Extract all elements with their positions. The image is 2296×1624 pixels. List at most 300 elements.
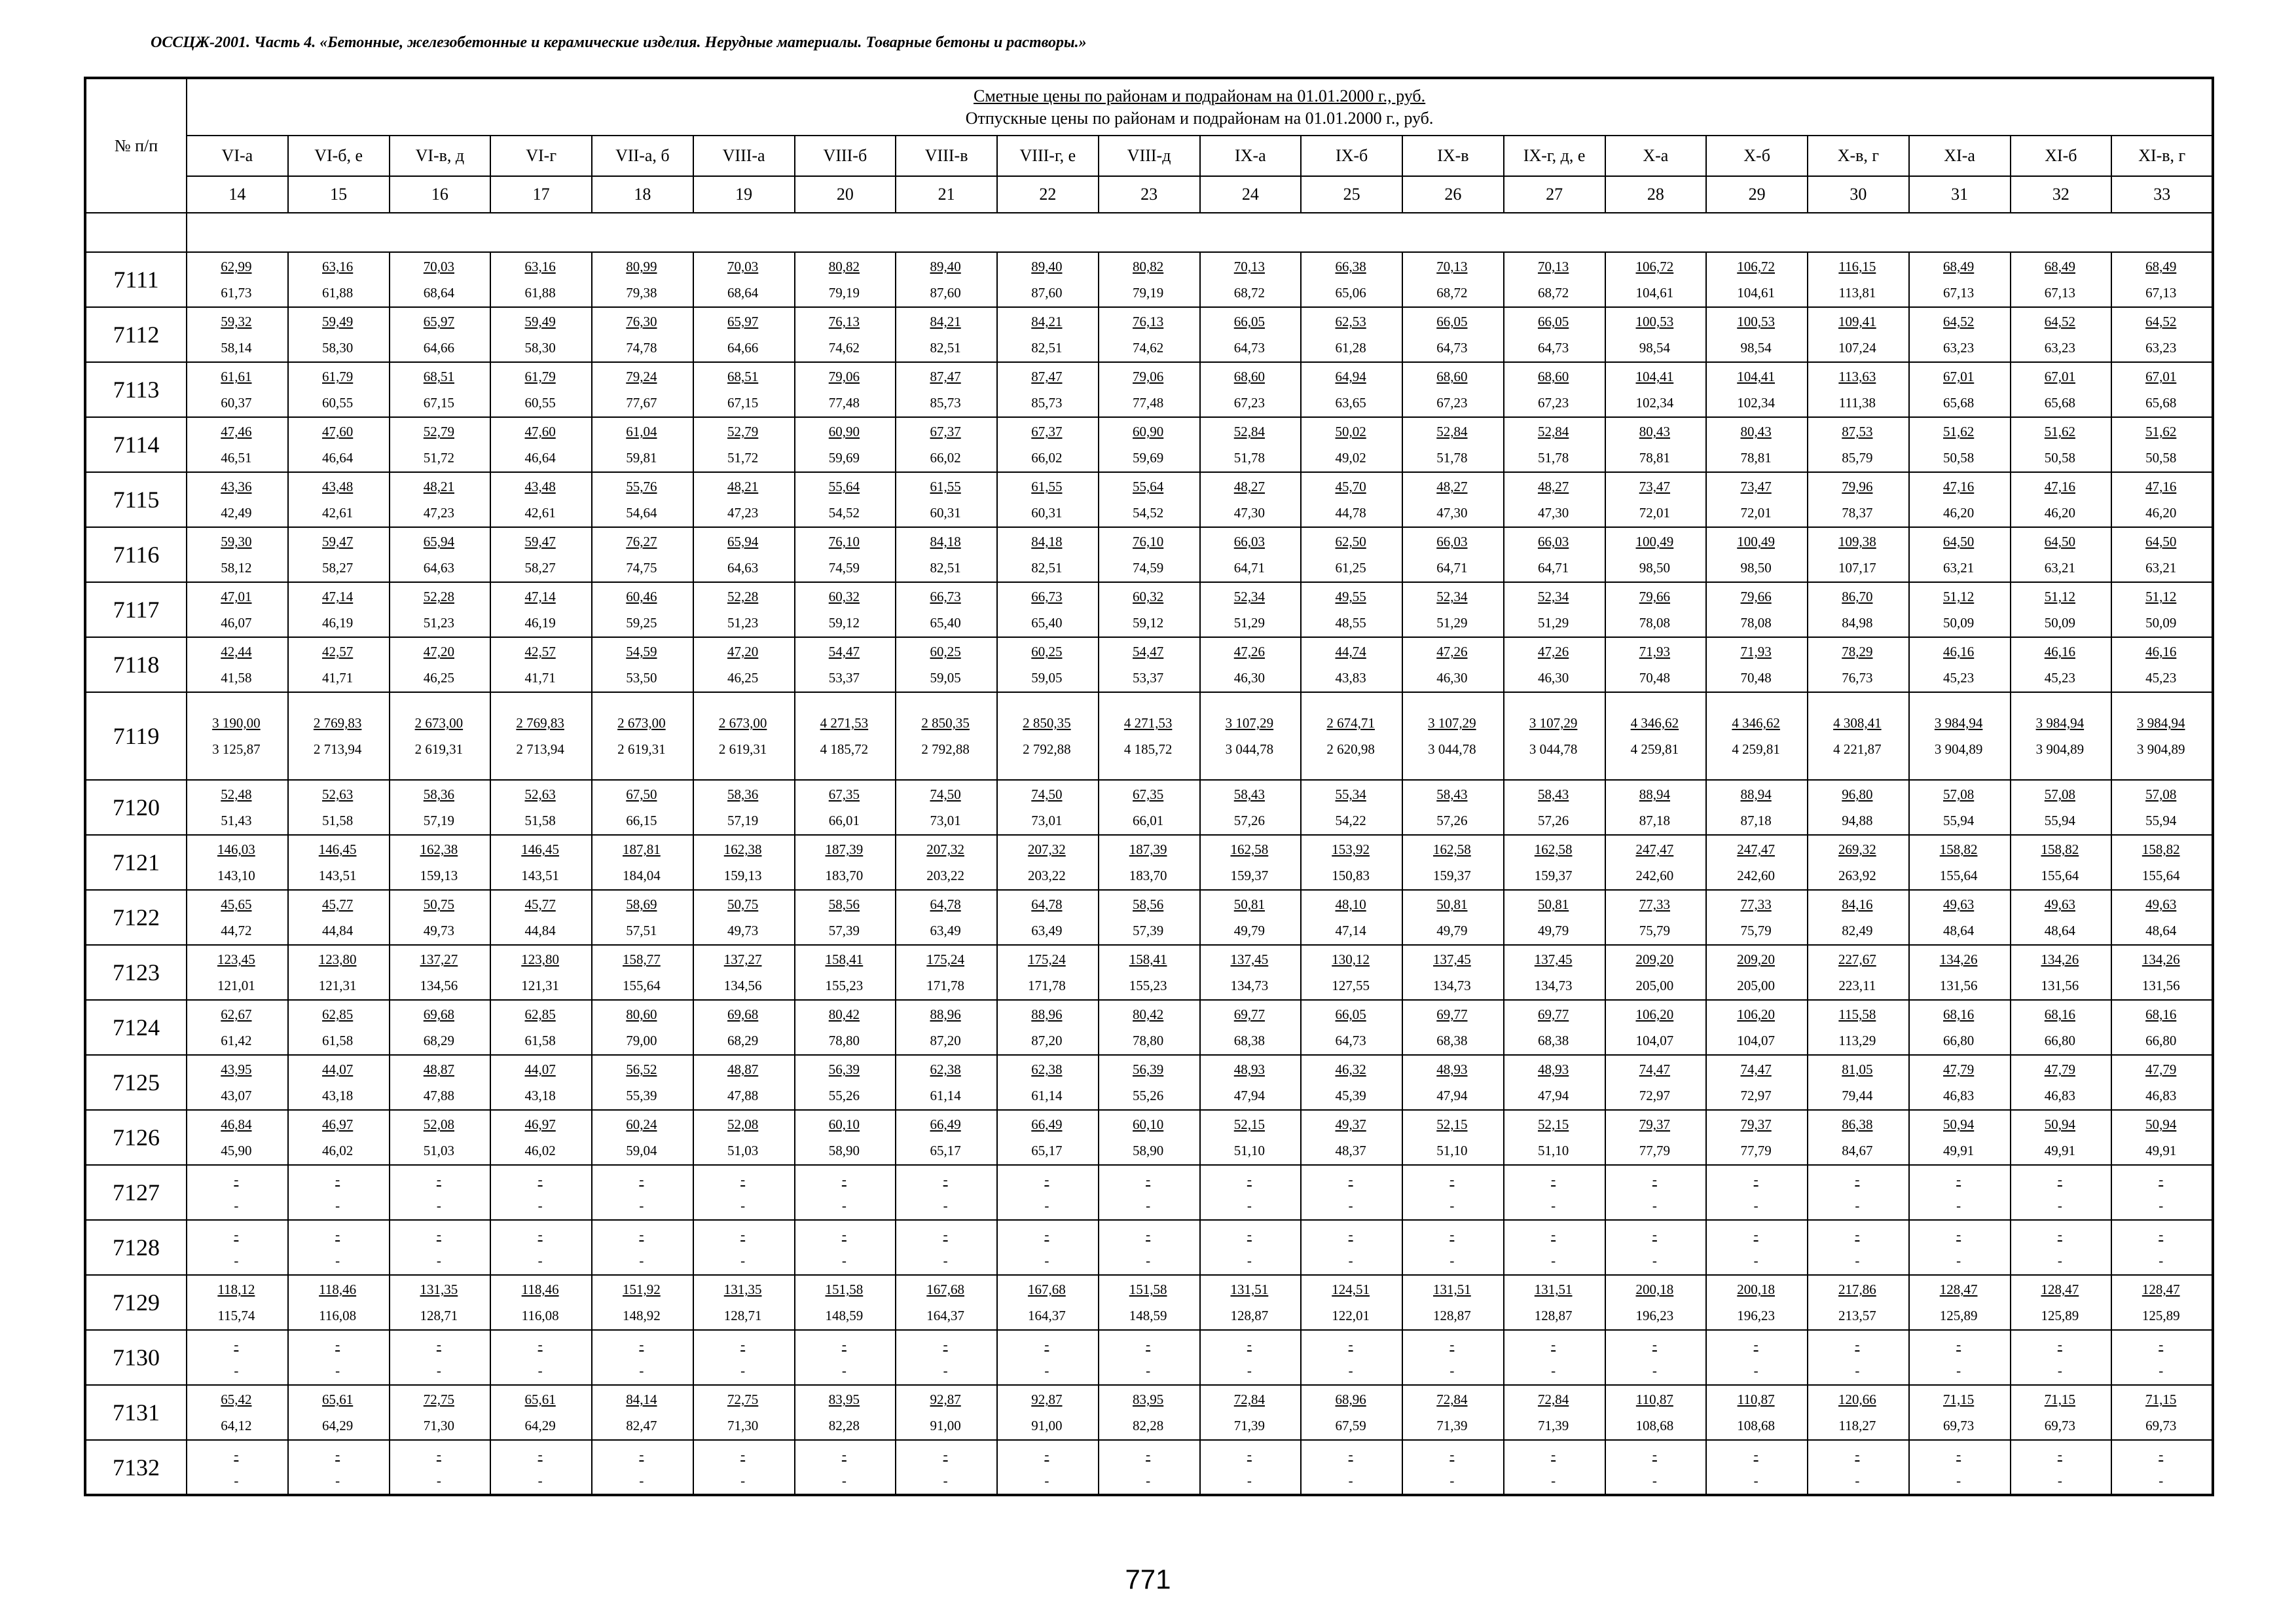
estimate-price: 104,41 [1737, 369, 1775, 384]
release-price: 183,70 [825, 868, 864, 883]
estimate-price: 50,81 [1436, 896, 1468, 912]
release-price: - [2057, 1363, 2062, 1378]
price-cell [490, 692, 592, 780]
estimate-price: 52,15 [1538, 1116, 1569, 1132]
estimate-price: 62,38 [1031, 1061, 1063, 1077]
release-price: 196,23 [1635, 1308, 1674, 1323]
estimate-price: 51,62 [2145, 424, 2177, 439]
estimate-price: - [943, 1446, 948, 1462]
release-price: - [1855, 1253, 1860, 1268]
price-cell [693, 472, 795, 527]
release-price: 68,64 [727, 285, 759, 301]
release-price: 57,39 [828, 923, 860, 938]
release-price: 82,47 [626, 1418, 657, 1433]
estimate-price: - [234, 1446, 239, 1462]
estimate-price: 2 673,00 [617, 715, 666, 731]
release-price: 51,23 [727, 615, 759, 631]
release-price: 58,12 [221, 560, 252, 576]
table-row [85, 417, 2213, 472]
price-cell [1301, 1055, 1402, 1110]
estimate-price: 49,63 [1943, 896, 1975, 912]
table-row [85, 1385, 2213, 1440]
estimate-price: 69,77 [1436, 1006, 1468, 1022]
release-price: 91,00 [930, 1418, 961, 1433]
price-cell [1402, 835, 1504, 890]
release-price: 68,72 [1538, 285, 1569, 301]
estimate-price: 151,58 [1129, 1282, 1167, 1297]
release-price: 51,58 [322, 813, 354, 828]
release-price: 69,73 [2044, 1418, 2075, 1433]
estimate-price: 131,51 [1230, 1282, 1269, 1297]
release-price: 65,17 [1031, 1143, 1063, 1158]
release-price: - [1753, 1253, 1758, 1268]
release-price: - [1348, 1472, 1353, 1488]
estimate-price: 86,70 [1842, 589, 1873, 604]
table-row [85, 1440, 2213, 1495]
estimate-price: 110,87 [1737, 1392, 1775, 1407]
estimate-price: 64,78 [930, 896, 961, 912]
release-price: 223,11 [1838, 978, 1876, 993]
estimate-price: 100,49 [1737, 534, 1775, 549]
price-cell [288, 692, 390, 780]
price-cell [1200, 692, 1302, 780]
price-cell [2011, 252, 2112, 307]
estimate-price: 92,87 [930, 1392, 961, 1407]
release-price: 203,22 [1028, 868, 1066, 883]
release-price: 46,20 [2044, 505, 2075, 521]
price-cell [1808, 1110, 1909, 1165]
estimate-price: 46,16 [2145, 644, 2177, 659]
estimate-price: 67,35 [1133, 786, 1164, 802]
column-header: VIII-а [693, 136, 795, 176]
price-cell [997, 1000, 1099, 1055]
price-cell [2111, 780, 2213, 835]
price-cell [1808, 472, 1909, 527]
price-cell [592, 1275, 693, 1330]
release-price: - [538, 1198, 543, 1213]
estimate-price: - [1348, 1446, 1353, 1462]
estimate-price: 227,67 [1838, 951, 1876, 967]
estimate-price: 61,61 [221, 369, 252, 384]
price-cell [1808, 1165, 1909, 1220]
estimate-price: 46,97 [322, 1116, 354, 1132]
price-cell [997, 1055, 1099, 1110]
release-price: 159,37 [1534, 868, 1573, 883]
estimate-price: 48,27 [1436, 479, 1468, 494]
price-cell [997, 1275, 1099, 1330]
price-cell [1909, 1165, 2011, 1220]
release-price: 74,78 [626, 340, 657, 356]
price-cell [2111, 1275, 2213, 1330]
release-price: 61,28 [1335, 340, 1366, 356]
release-price: - [1652, 1198, 1657, 1213]
estimate-price: 131,51 [1534, 1282, 1573, 1297]
price-cell [693, 1385, 795, 1440]
release-price: 107,17 [1838, 560, 1876, 576]
price-cell [288, 362, 390, 417]
estimate-price: 200,18 [1737, 1282, 1775, 1297]
price-cell [997, 1440, 1099, 1495]
price-cell [187, 1330, 288, 1385]
estimate-price: 58,43 [1538, 786, 1569, 802]
price-cell [795, 582, 896, 637]
estimate-price: - [740, 1337, 746, 1352]
estimate-price: 77,33 [1740, 896, 1772, 912]
price-cell [288, 1385, 390, 1440]
release-price: - [1247, 1363, 1252, 1378]
estimate-price: 56,39 [828, 1061, 860, 1077]
table-row [85, 1055, 2213, 1110]
column-number: 23 [1099, 176, 1200, 213]
price-cell [1301, 417, 1402, 472]
estimate-price: 134,26 [2041, 951, 2079, 967]
estimate-price: 52,15 [1233, 1116, 1265, 1132]
price-cell [693, 637, 795, 692]
column-header: X-а [1605, 136, 1707, 176]
estimate-price: 43,48 [322, 479, 354, 494]
estimate-price: 59,49 [524, 314, 556, 329]
estimate-price: - [1652, 1446, 1657, 1462]
price-cell [1504, 1330, 1605, 1385]
price-cell [1706, 1275, 1808, 1330]
release-price: - [2057, 1472, 2062, 1488]
estimate-price: 60,32 [828, 589, 860, 604]
release-price: - [1551, 1472, 1556, 1488]
estimate-price: 48,27 [1233, 479, 1265, 494]
estimate-price: 55,34 [1335, 786, 1366, 802]
price-cell [1099, 1385, 1200, 1440]
estimate-price: 3 190,00 [212, 715, 261, 731]
table-title [187, 78, 2213, 136]
release-price: 78,80 [828, 1033, 860, 1048]
price-cell [1301, 472, 1402, 527]
estimate-price: 134,26 [1939, 951, 1978, 967]
price-cell [693, 945, 795, 1000]
estimate-price: 162,58 [1534, 841, 1573, 857]
price-cell [1706, 582, 1808, 637]
price-cell [1504, 1000, 1605, 1055]
spacer-row [85, 213, 2213, 252]
release-price: 67,13 [2044, 285, 2075, 301]
release-price: 51,29 [1436, 615, 1468, 631]
estimate-price: 162,58 [1433, 841, 1471, 857]
release-price: - [2057, 1198, 2062, 1213]
release-price: 61,42 [221, 1033, 252, 1048]
release-price: 51,10 [1436, 1143, 1468, 1158]
estimate-price: 128,47 [2141, 1282, 2180, 1297]
release-price: 127,55 [1332, 978, 1370, 993]
price-cell [390, 1385, 491, 1440]
release-price: 79,00 [626, 1033, 657, 1048]
release-price: - [1449, 1253, 1455, 1268]
estimate-price: 84,21 [1031, 314, 1063, 329]
price-cell [1808, 1220, 1909, 1275]
estimate-price: 131,35 [723, 1282, 762, 1297]
price-cell [490, 307, 592, 362]
estimate-price: 76,13 [1133, 314, 1164, 329]
price-cell [1909, 417, 2011, 472]
release-price: 47,88 [727, 1088, 759, 1103]
column-number: 32 [2011, 176, 2112, 213]
release-price: - [639, 1253, 644, 1268]
price-cell [592, 692, 693, 780]
release-price: - [234, 1198, 239, 1213]
estimate-price: 80,43 [1740, 424, 1772, 439]
price-cell [795, 780, 896, 835]
estimate-price: - [335, 1337, 340, 1352]
price-cell [693, 582, 795, 637]
price-cell [288, 417, 390, 472]
estimate-price: 106,20 [1635, 1006, 1674, 1022]
estimate-price: 84,18 [1031, 534, 1063, 549]
price-cell [2011, 1055, 2112, 1110]
release-price: 2 620,98 [1326, 741, 1375, 757]
price-cell [1706, 1110, 1808, 1165]
row-number: 7124 [85, 1000, 187, 1055]
price-cell [1099, 307, 1200, 362]
estimate-price: 153,92 [1332, 841, 1370, 857]
price-cell [592, 1385, 693, 1440]
estimate-price: 48,21 [727, 479, 759, 494]
table-row [85, 945, 2213, 1000]
estimate-price: 68,60 [1233, 369, 1265, 384]
release-price: 82,51 [930, 340, 961, 356]
release-price: 164,37 [1028, 1308, 1066, 1323]
column-header: VI-а [187, 136, 288, 176]
estimate-price: - [740, 1446, 746, 1462]
estimate-price: 67,01 [2044, 369, 2075, 384]
estimate-price: 109,38 [1838, 534, 1876, 549]
price-cell [795, 362, 896, 417]
estimate-price: 3 984,94 [2136, 715, 2185, 731]
release-price: 61,58 [322, 1033, 354, 1048]
price-cell [1909, 1220, 2011, 1275]
price-cell [795, 637, 896, 692]
row-number: 7122 [85, 890, 187, 945]
price-cell [795, 472, 896, 527]
price-cell [2011, 1165, 2112, 1220]
release-price: 46,64 [524, 450, 556, 466]
estimate-price: 158,82 [2041, 841, 2079, 857]
price-cell [1402, 692, 1504, 780]
release-price: 51,78 [1436, 450, 1468, 466]
estimate-price: 80,42 [1133, 1006, 1164, 1022]
release-price: 128,87 [1230, 1308, 1269, 1323]
release-price: 72,97 [1639, 1088, 1670, 1103]
price-cell [187, 417, 288, 472]
estimate-price: 2 673,00 [414, 715, 464, 731]
release-price: 70,48 [1740, 670, 1772, 686]
estimate-price: 73,47 [1639, 479, 1670, 494]
price-cell [390, 835, 491, 890]
release-price: 76,73 [1842, 670, 1873, 686]
release-price: 71,30 [423, 1418, 454, 1433]
estimate-price: - [1146, 1227, 1151, 1242]
price-cell [1099, 527, 1200, 582]
price-cell [1504, 1440, 1605, 1495]
price-cell [288, 472, 390, 527]
release-price: 65,68 [1943, 395, 1975, 411]
estimate-price: 62,67 [221, 1006, 252, 1022]
release-price: 71,39 [1436, 1418, 1468, 1433]
release-price: 44,84 [322, 923, 354, 938]
release-price: 51,72 [423, 450, 454, 466]
estimate-price: 162,38 [723, 841, 762, 857]
release-price: 66,80 [2145, 1033, 2177, 1048]
release-price: 64,73 [1233, 340, 1265, 356]
price-cell [187, 1440, 288, 1495]
estimate-price: - [1551, 1337, 1556, 1352]
price-cell [1200, 527, 1302, 582]
price-cell [1099, 252, 1200, 307]
release-price: 205,00 [1635, 978, 1674, 993]
estimate-price: 68,16 [2044, 1006, 2075, 1022]
price-cell [693, 1220, 795, 1275]
price-cell [2011, 527, 2112, 582]
release-price: - [1956, 1253, 1961, 1268]
price-cell [1605, 1440, 1707, 1495]
price-cell [896, 1275, 997, 1330]
release-price: 51,58 [524, 813, 556, 828]
estimate-price: 50,75 [423, 896, 454, 912]
release-price: - [1348, 1363, 1353, 1378]
price-cell [187, 945, 288, 1000]
estimate-price: - [1146, 1337, 1151, 1352]
column-number: 17 [490, 176, 592, 213]
estimate-price: 68,49 [2044, 259, 2075, 274]
release-price: 102,34 [1635, 395, 1674, 411]
estimate-price: 49,63 [2044, 896, 2075, 912]
release-price: 41,71 [322, 670, 354, 686]
price-cell [2011, 1330, 2112, 1385]
estimate-price: 46,16 [2044, 644, 2075, 659]
estimate-price: 87,47 [1031, 369, 1063, 384]
release-price: 64,73 [1538, 340, 1569, 356]
release-price: - [1146, 1253, 1151, 1268]
price-cell [288, 1275, 390, 1330]
estimate-price: 70,13 [1233, 259, 1265, 274]
price-cell [1301, 692, 1402, 780]
release-price: - [234, 1253, 239, 1268]
estimate-price: 59,49 [322, 314, 354, 329]
release-price: 55,39 [626, 1088, 657, 1103]
release-price: 4 185,72 [1123, 741, 1173, 757]
release-price: 77,79 [1740, 1143, 1772, 1158]
release-price: 121,01 [217, 978, 255, 993]
estimate-price: 64,50 [2044, 534, 2075, 549]
price-cell [288, 637, 390, 692]
page-number: 771 [1125, 1564, 1171, 1595]
estimate-price: 79,96 [1842, 479, 1873, 494]
price-cell [1301, 582, 1402, 637]
estimate-price: 47,16 [2044, 479, 2075, 494]
price-cell [2011, 692, 2112, 780]
estimate-price: 118,12 [217, 1282, 255, 1297]
price-cell [1504, 527, 1605, 582]
column-number: 18 [592, 176, 693, 213]
price-cell [795, 1000, 896, 1055]
estimate-price: 44,07 [322, 1061, 354, 1077]
price-cell [795, 1055, 896, 1110]
release-price: 59,25 [626, 615, 657, 631]
release-price: - [1956, 1472, 1961, 1488]
release-price: 60,31 [930, 505, 961, 521]
release-price: - [436, 1363, 441, 1378]
estimate-price: 66,05 [1538, 314, 1569, 329]
release-price: 87,20 [1031, 1033, 1063, 1048]
price-cell [2111, 582, 2213, 637]
estimate-price: - [1551, 1227, 1556, 1242]
price-cell [1099, 945, 1200, 1000]
estimate-price: 137,45 [1534, 951, 1573, 967]
price-cell [490, 1330, 592, 1385]
row-number: 7126 [85, 1110, 187, 1165]
estimate-price: 44,74 [1335, 644, 1366, 659]
release-price: 45,23 [2044, 670, 2075, 686]
estimate-price: - [1753, 1172, 1758, 1187]
price-cell [1504, 472, 1605, 527]
price-cell [490, 252, 592, 307]
release-price: 84,67 [1842, 1143, 1873, 1158]
release-price: 46,25 [727, 670, 759, 686]
estimate-price: - [2159, 1337, 2164, 1352]
release-price: 85,73 [1031, 395, 1063, 411]
estimate-price: - [1247, 1446, 1252, 1462]
price-cell [1706, 1220, 1808, 1275]
estimate-price: 46,84 [221, 1116, 252, 1132]
price-cell [2011, 890, 2112, 945]
estimate-price: 45,77 [322, 896, 354, 912]
release-price: 78,08 [1740, 615, 1772, 631]
release-price: 50,09 [2044, 615, 2075, 631]
price-cell [1301, 307, 1402, 362]
row-number: 7129 [85, 1275, 187, 1330]
price-cell [288, 890, 390, 945]
estimate-price: 48,93 [1233, 1061, 1265, 1077]
price-cell [1504, 945, 1605, 1000]
release-price: 47,23 [423, 505, 454, 521]
estimate-price: 68,51 [423, 369, 454, 384]
price-cell [592, 890, 693, 945]
release-price: 57,19 [423, 813, 454, 828]
price-cell [490, 780, 592, 835]
release-price: 58,90 [1133, 1143, 1164, 1158]
price-cell [1605, 1000, 1707, 1055]
release-price: 63,23 [2145, 340, 2177, 356]
estimate-price: 62,50 [1335, 534, 1366, 549]
price-cell [1200, 1000, 1302, 1055]
estimate-price: 66,05 [1436, 314, 1468, 329]
price-cell [1909, 527, 2011, 582]
estimate-price: 123,45 [217, 951, 255, 967]
price-cell [1706, 692, 1808, 780]
estimate-price: 207,32 [926, 841, 964, 857]
estimate-price: 66,73 [1031, 589, 1063, 604]
row-number: 7112 [85, 307, 187, 362]
column-header: IX-а [1200, 136, 1302, 176]
estimate-price: 60,10 [1133, 1116, 1164, 1132]
release-price: 43,07 [221, 1088, 252, 1103]
release-price: 87,60 [930, 285, 961, 301]
price-cell [187, 527, 288, 582]
release-price: 54,52 [1133, 505, 1164, 521]
estimate-price: 65,97 [423, 314, 454, 329]
release-price: 82,49 [1842, 923, 1873, 938]
estimate-price: 128,47 [1939, 1282, 1978, 1297]
estimate-price: 73,47 [1740, 479, 1772, 494]
release-price: 196,23 [1737, 1308, 1775, 1323]
estimate-price: 71,93 [1740, 644, 1772, 659]
